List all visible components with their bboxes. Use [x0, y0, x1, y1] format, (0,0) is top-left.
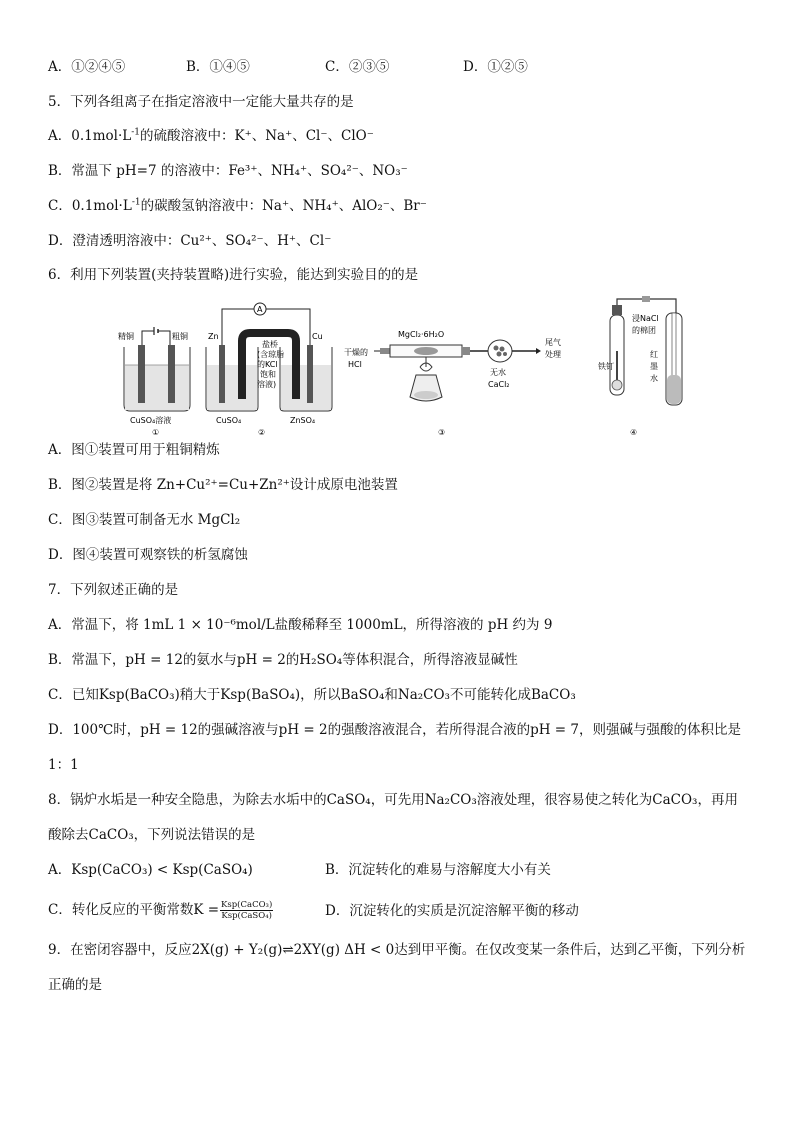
q7-option-c: C．已知Ksp(BaCO₃)稍大于Ksp(BaSO₄)，所以BaSO₄和Na₂CO₃不可能转化成BaCO₃ — [48, 687, 576, 703]
q4-option-d: D．①②⑤ — [463, 59, 528, 75]
q6-option-b: B．图②装置是将 Zn+Cu²⁺=Cu+Zn²⁺设计成原电池装置 — [48, 477, 398, 493]
svg-text:溶液): 溶液) — [257, 380, 277, 389]
figure-3-dehydration — [340, 295, 570, 437]
figure-2-galvanic-cell — [202, 295, 337, 437]
svg-text:粗铜: 粗铜 — [172, 332, 188, 341]
svg-text:水: 水 — [650, 374, 658, 383]
svg-text:ZnSO₄: ZnSO₄ — [290, 416, 316, 425]
svg-text:④: ④ — [630, 428, 638, 437]
svg-text:CuSO₄: CuSO₄ — [216, 416, 242, 425]
svg-text:②: ② — [258, 428, 266, 437]
svg-text:铁钉: 铁钉 — [598, 362, 614, 371]
svg-text:的棉团: 的棉团 — [632, 326, 656, 335]
q6-option-d: D．图④装置可观察铁的析氢腐蚀 — [48, 547, 248, 563]
svg-text:Cu: Cu — [312, 332, 323, 341]
q5-option-b: B．常温下 pH=7 的溶液中：Fe³⁺、NH₄⁺、SO₄²⁻、NO₃⁻ — [48, 163, 408, 179]
svg-text:③: ③ — [438, 428, 446, 437]
q7-option-d: D．100℃时，pH = 12的强碱溶液与pH = 2的强酸溶液混合，若所得混合液的pH = 7，则强碱与强酸的体积比是 — [48, 722, 741, 738]
q4-option-a: A．①②④⑤ — [48, 59, 126, 75]
q6-option-c: C．图③装置可制备无水 MgCl₂ — [48, 512, 241, 528]
q8-option-a: A．Ksp(CaCO₃) < Ksp(CaSO₄) — [48, 862, 253, 878]
q8-option-d: D．沉淀转化的实质是沉淀溶解平衡的移动 — [325, 903, 579, 919]
svg-text:Zn: Zn — [208, 332, 219, 341]
figure-4-corrosion — [598, 295, 698, 437]
figure-1-electrolysis — [112, 295, 202, 437]
q4-option-b: B．①④⑤ — [186, 59, 250, 75]
q5-option-c: C．$0.1mol\cdot L^{-1}$的碳酸氢钠溶液中：Na⁺、NH₄⁺、AlO₂⁻、Br⁻ — [48, 197, 427, 214]
svg-text:红: 红 — [650, 350, 658, 359]
q7-stem: 7．下列叙述正确的是 — [48, 582, 179, 598]
q5-stem: 5．下列各组离子在指定溶液中一定能大量共存的是 — [48, 94, 354, 110]
svg-text:无水: 无水 — [490, 368, 506, 377]
q6-stem: 6．利用下列装置(夹持装置略)进行实验，能达到实验目的的是 — [48, 267, 419, 283]
q7-option-a: A．常温下，将 1mL 1 × 10⁻⁶mol/L盐酸稀释至 1000mL，所得溶液的 pH 约为 9 — [48, 617, 553, 633]
q7-option-b: B．常温下，pH = 12的氨水与pH = 2的H₂SO₄等体积混合，所得溶液显碱性 — [48, 652, 518, 668]
svg-text:尾气: 尾气 — [545, 338, 561, 347]
svg-text:饱和: 饱和 — [260, 370, 276, 379]
q8-stem-1: 8．锅炉水垢是一种安全隐患，为除去水垢中的CaSO₄，可先用Na₂CO₃溶液处理，很容易使之转化为CaCO₃，再用 — [48, 792, 738, 808]
q6-option-a: A．图①装置可用于粗铜精炼 — [48, 442, 220, 458]
svg-text:精铜: 精铜 — [118, 332, 134, 341]
svg-text:(含琼脂: (含琼脂 — [257, 350, 285, 359]
q5-option-d: D．澄清透明溶液中：Cu²⁺、SO₄²⁻、H⁺、Cl⁻ — [48, 233, 332, 249]
svg-text:干燥的: 干燥的 — [344, 348, 368, 357]
q8-option-c: C．转化反应的平衡常数K = $\frac{\text{Ksp(CaCO₃)}}{\text{Ksp(CaSO₄)}}$ — [48, 900, 273, 921]
q8-option-b: B．沉淀转化的难易与溶解度大小有关 — [325, 862, 551, 878]
q8-stem-2: 酸除去CaCO₃，下列说法错误的是 — [48, 827, 256, 843]
svg-text:处理: 处理 — [545, 350, 561, 359]
svg-text:CaCl₂: CaCl₂ — [488, 380, 510, 389]
svg-text:浸NaCl: 浸NaCl — [632, 314, 659, 323]
q5-option-a: A．$0.1mol\cdot L^{-1}$的硫酸溶液中：K⁺、Na⁺、Cl⁻、ClO⁻ — [48, 127, 374, 144]
svg-text:HCl: HCl — [348, 360, 362, 369]
svg-text:的KCl: 的KCl — [257, 360, 278, 369]
svg-text:墨: 墨 — [650, 362, 658, 371]
svg-text:①: ① — [152, 428, 160, 437]
q9-stem-1: 9．在密闭容器中，反应2X(g) + Y₂(g)⇌2XY(g) ΔH < 0达到甲平衡。在仅改变某一条件后，达到乙平衡，下列分析 — [48, 942, 746, 958]
svg-text:MgCl₂·6H₂O: MgCl₂·6H₂O — [398, 330, 445, 339]
q7-option-d-cont: 1：1 — [48, 757, 79, 773]
svg-text:CuSO₄溶液: CuSO₄溶液 — [130, 416, 172, 425]
svg-text:A: A — [257, 305, 263, 314]
q4-option-c: C．②③⑤ — [325, 59, 390, 75]
q9-stem-2: 正确的是 — [48, 977, 102, 993]
svg-text:盐桥: 盐桥 — [262, 340, 278, 349]
